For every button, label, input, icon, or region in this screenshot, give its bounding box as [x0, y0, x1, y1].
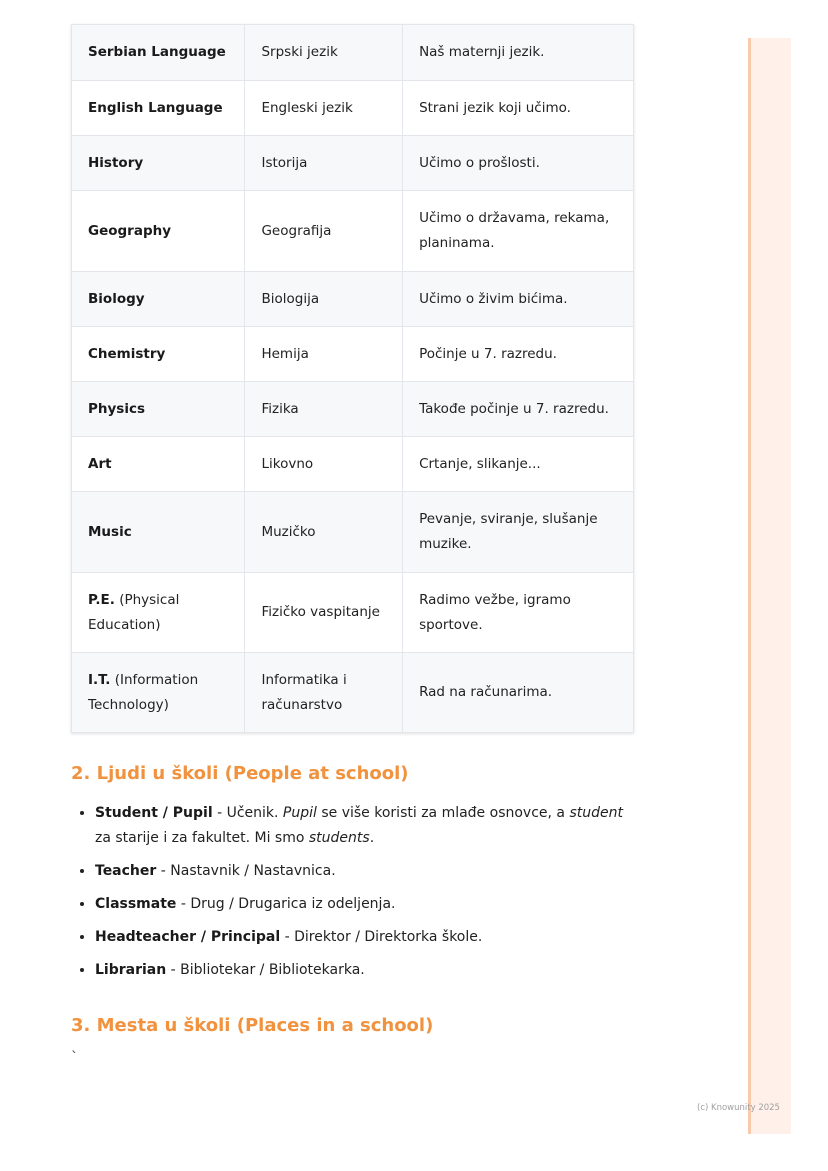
subject-serbian-cell: Srpski jezik: [245, 25, 403, 81]
section-heading-places: 3. Mesta u školi (Places in a school): [71, 1015, 434, 1036]
side-decoration-line: [748, 38, 751, 1134]
subject-note-cell: Strani jezik koji učimo.: [403, 81, 634, 136]
table-row: [72, 327, 634, 382]
subject-serbian-cell: Engleski jezik: [245, 81, 403, 136]
subject-note-cell: Učimo o državama, rekama, planinama.: [403, 191, 634, 272]
subject-serbian-cell: Fizika: [245, 382, 403, 437]
table-row: [72, 272, 634, 327]
table-row: [72, 653, 634, 733]
subject-english-cell: Music: [72, 492, 245, 573]
subject-note-cell: Takođe počinje u 7. razredu.: [403, 382, 634, 437]
subject-english-cell: Geography: [72, 191, 245, 272]
stray-mark: `: [71, 1050, 78, 1066]
people-list: [71, 801, 635, 991]
subject-english-cell: Serbian Language: [72, 25, 245, 81]
subject-serbian-cell: Hemija: [245, 327, 403, 382]
list-item: • Librarian - Bibliotekar / Bibliotekarka.: [95, 958, 635, 983]
subject-english-cell: Biology: [72, 272, 245, 327]
subject-note-cell: Pevanje, sviranje, slušanje muzike.: [403, 492, 634, 573]
subject-serbian-cell: Fizičko vaspitanje: [245, 573, 403, 653]
side-decoration: [748, 38, 791, 1134]
subject-serbian-cell: Likovno: [245, 437, 403, 492]
list-item: • Teacher - Nastavnik / Nastavnica.: [95, 859, 635, 884]
subject-english-cell: Art: [72, 437, 245, 492]
section-heading-people: 2. Ljudi u školi (People at school): [71, 763, 409, 784]
table-row: [72, 382, 634, 437]
subject-english-cell: Physics: [72, 382, 245, 437]
school-subjects-table: [71, 24, 634, 733]
subject-serbian-cell: Informatika i računarstvo: [245, 653, 403, 733]
copyright-footer: (c) Knowunity 2025: [697, 1103, 780, 1113]
list-item: • Classmate - Drug / Drugarica iz odeljenja.: [95, 892, 635, 917]
table-row: [72, 191, 634, 272]
subject-note-cell: Učimo o prošlosti.: [403, 136, 634, 191]
subject-english-cell: Chemistry: [72, 327, 245, 382]
table-row: [72, 136, 634, 191]
subject-serbian-cell: Biologija: [245, 272, 403, 327]
table-row: [72, 25, 634, 81]
subject-english-cell: I.T. (Information Technology): [72, 653, 245, 733]
table-row: [72, 573, 634, 653]
table-row: [72, 437, 634, 492]
subject-note-cell: Radimo vežbe, igramo sportove.: [403, 573, 634, 653]
subject-serbian-cell: Geografija: [245, 191, 403, 272]
table-row: [72, 492, 634, 573]
subject-note-cell: Crtanje, slikanje...: [403, 437, 634, 492]
list-item: • Student / Pupil - Učenik. Pupil se više koristi za mlađe osnovce, a student za starije i za fakultet. Mi smo students.: [95, 801, 635, 851]
subject-english-cell: History: [72, 136, 245, 191]
subject-note-cell: Počinje u 7. razredu.: [403, 327, 634, 382]
subject-note-cell: Rad na računarima.: [403, 653, 634, 733]
subject-serbian-cell: Istorija: [245, 136, 403, 191]
subject-english-cell: P.E. (Physical Education): [72, 573, 245, 653]
subject-note-cell: Naš maternji jezik.: [403, 25, 634, 81]
table-row: [72, 81, 634, 136]
list-item: • Headteacher / Principal - Direktor / Direktorka škole.: [95, 925, 635, 950]
subject-note-cell: Učimo o živim bićima.: [403, 272, 634, 327]
subject-english-cell: English Language: [72, 81, 245, 136]
subject-serbian-cell: Muzičko: [245, 492, 403, 573]
